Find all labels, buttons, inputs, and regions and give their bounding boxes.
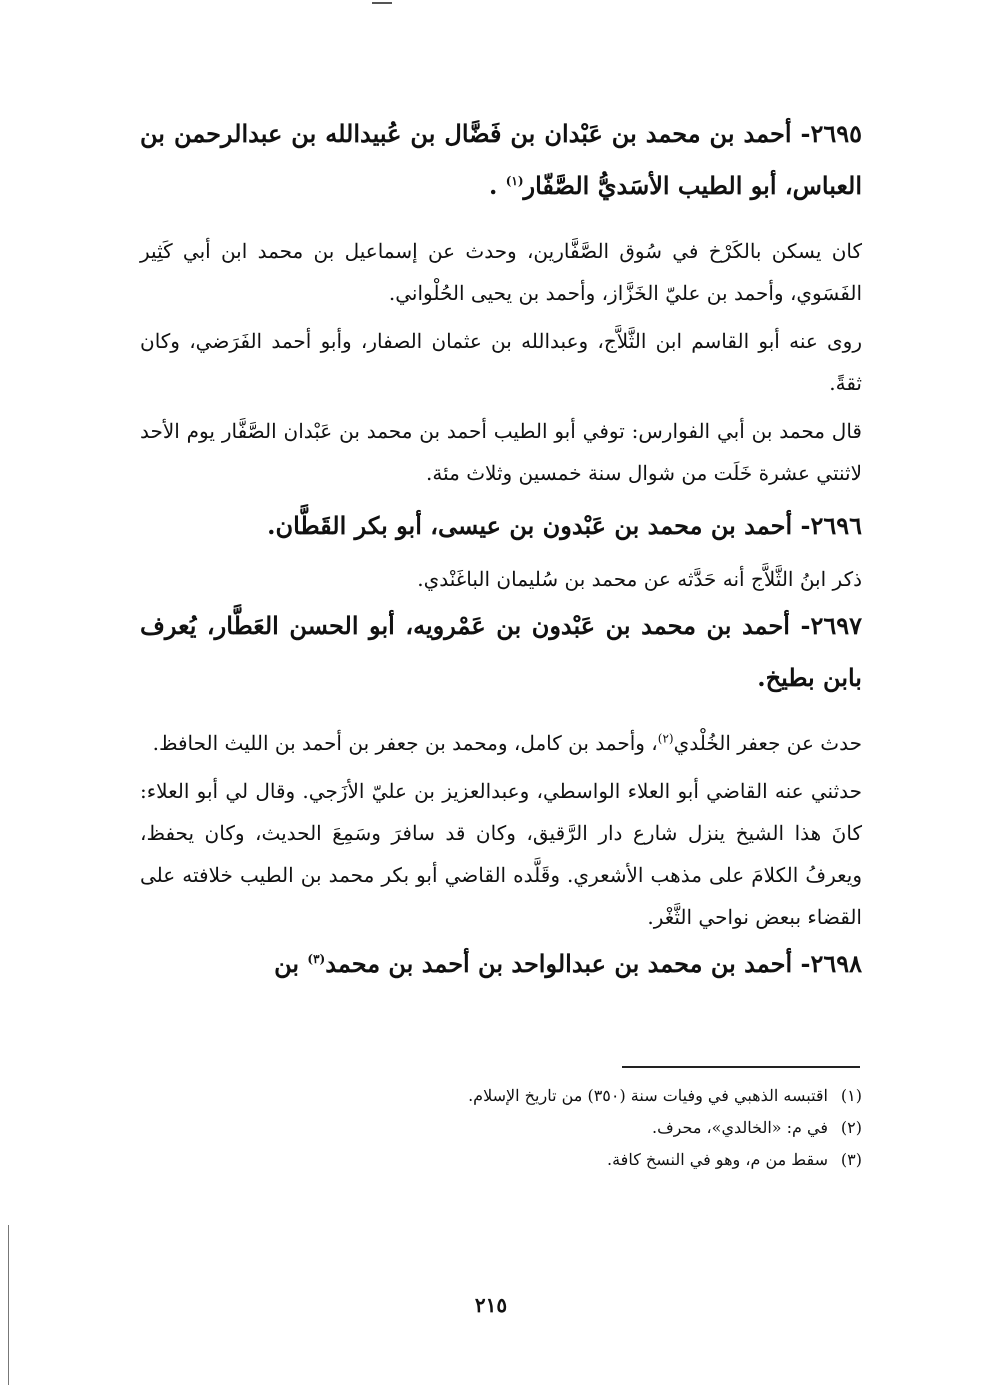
page-number: ٢١٥ [474,1293,508,1317]
entry-title-text: بن [274,949,308,978]
footnotes [140,1080,862,1176]
entry-title-text: ٢٦٩٥- أحمد بن محمد بن عَبْدان بن فَضَّال بن عُبيدالله بن عبدالرحمن بن العباس، أبو الطيب الأسَديُّ الصَّفّار [140,119,862,200]
entry-title-2695 [140,108,862,212]
entry-title-text: ٢٦٩٦- أحمد بن محمد بن عَبْدون بن عيسى، أبو بكر القَطَّان. [267,511,862,540]
footnote-text: اقتبسه الذهبي في وفيات سنة (٣٥٠) من تاريخ الإسلام. [468,1086,828,1105]
paragraph-text: ذكر ابنُ الثَّلاَّج أنه حَدَّثه عن محمد بن سُليمان الباغَنْدي. [417,567,862,591]
paragraph [140,320,862,404]
paragraph [140,722,862,764]
footnote-ref: (٢) [657,731,674,746]
entry-title-text: ٢٦٩٧- أحمد بن محمد بن عَبْدون بن عَمْرويه، أبو الحسن العَطَّار، يُعرف بابن بطيخ. [140,611,862,692]
footnote-2 [140,1112,862,1144]
page-body [140,108,862,990]
paragraph-text: قال محمد بن أبي الفوارس: توفي أبو الطيب أحمد بن محمد بن عَبْدان الصَّفَّار يوم الأحد لاثنتي عشرة خَلَت من شوال سنة خمسين وثلاث مئة. [140,419,862,485]
footnote-number: (٢) [840,1118,862,1137]
entry-title-text: ٢٦٩٨- أحمد بن محمد بن عبدالواحد بن أحمد بن محمد [325,949,862,978]
paragraph-text: حدث عن جعفر الخُلْدي [673,731,862,755]
entry-title-2696 [140,500,862,552]
footnote-ref: (٣) [307,952,326,966]
scan-mark [372,2,392,4]
paragraph [140,770,862,938]
paragraph [140,230,862,314]
footnote-number: (٣) [840,1150,862,1169]
paragraph [140,558,862,600]
entry-title-2698 [140,938,862,990]
footnote-number: (١) [840,1086,862,1105]
paragraph-text: روى عنه أبو القاسم ابن الثَّلاَّج، وعبدالله بن عثمان الصفار، وأبو أحمد الفَرَضي، وكان ثقةً. [140,329,862,395]
footnote-separator [622,1066,860,1068]
footnote-text: في م: «الخالدي»، محرف. [652,1118,828,1137]
footnote-text: سقط من م، وهو في النسخ كافة. [607,1150,828,1169]
paragraph [140,410,862,494]
footnote-3 [140,1144,862,1176]
paragraph-text: حدثني عنه القاضي أبو العلاء الواسطي، وعبدالعزيز بن عليّ الأزَجي. وقال لي أبو العلاء: كانَ هذا الشيخ ينزل شارع دار الرَّقيق، وكان قد سافرَ وسَمِعَ الحديث، وكان يحفظ، ويعرفُ الكلامَ على مذهب الأشعري. وقَلَّده القاضي أبو بكر محمد بن الطيب خلافته على القضاء ببعض نواحي الثَّغْر. [140,779,862,929]
paragraph-text: ، وأحمد بن كامل، ومحمد بن جعفر بن أحمد بن الليث الحافظ. [152,731,658,755]
paragraph-text: كان يسكن بالكَرْخ في سُوق الصَّفَّارين، وحدث عن إسماعيل بن محمد ابن أبي كَثِير الفَسَوي، وأحمد بن عليّ الخَزَّاز، وأحمد بن يحيى الحُلْواني. [140,239,862,305]
footnote-1 [140,1080,862,1112]
entry-title-2697 [140,600,862,704]
footnote-ref: (١) [505,174,524,188]
entry-title-text: . [488,171,506,200]
